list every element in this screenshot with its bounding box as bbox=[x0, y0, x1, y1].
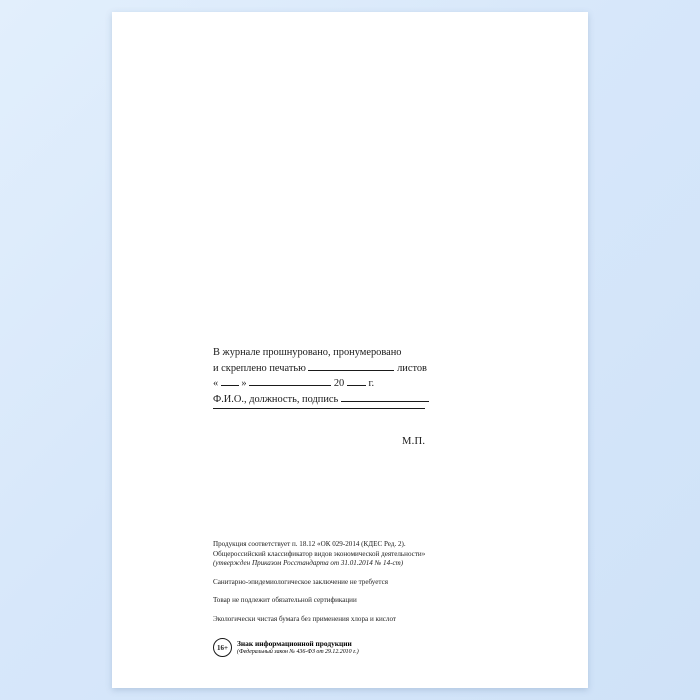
certification-block bbox=[213, 346, 543, 409]
certification-line-1 bbox=[213, 346, 543, 360]
legal-para1-line1: Продукция соответствует п. 18.12 «ОК 029-2014 (КДЕС Ред. 2). bbox=[213, 540, 406, 548]
signature-rule bbox=[213, 408, 425, 409]
legal-spacer-3 bbox=[213, 606, 533, 615]
certification-line-4 bbox=[213, 391, 543, 407]
legal-para1-line3: (утвержден Приказом Росстандарта от 31.01.2014 № 14-ст) bbox=[213, 559, 404, 568]
date-month-blank bbox=[249, 375, 331, 386]
certification-line-2-text: и скреплено печатью bbox=[213, 362, 306, 374]
certification-line-1-text: В журнале прошнуровано, пронумеровано bbox=[213, 347, 402, 358]
document-page bbox=[112, 12, 588, 688]
info-mark-subtitle: (Федеральный закон № 436-ФЗ от 29.12.2010 г.) bbox=[237, 649, 359, 655]
legal-para1-line2: Общероссийский классификатор видов экономической деятельности» bbox=[213, 549, 426, 558]
certification-line-3 bbox=[213, 375, 543, 391]
legal-para4: Экологически чистая бумага без применения хлора и кислот bbox=[213, 614, 397, 623]
signature-blank bbox=[341, 391, 429, 402]
legal-para2: Санитарно-эпидемиологическое заключение не требуется bbox=[213, 577, 389, 586]
sheets-count-blank bbox=[308, 360, 394, 371]
page-content bbox=[112, 12, 588, 688]
certification-line-2-suffix: листов bbox=[397, 362, 427, 374]
age-rating-icon: 16+ bbox=[213, 638, 232, 657]
date-year-prefix: 20 bbox=[333, 378, 345, 390]
signature-label: Ф.И.О., должность, подпись bbox=[213, 393, 339, 405]
stamp-place-label: М.П. bbox=[402, 436, 426, 447]
date-year-blank bbox=[347, 375, 366, 386]
date-year-suffix: г. bbox=[368, 378, 375, 390]
date-day-blank bbox=[221, 375, 239, 386]
info-mark-title: Знак информационной продукции bbox=[237, 639, 352, 648]
date-quote-close: » bbox=[241, 378, 247, 390]
legal-para3: Товар не подлежит обязательной сертификации bbox=[213, 596, 357, 605]
date-quote-open: « bbox=[213, 378, 219, 390]
info-product-mark-row bbox=[213, 637, 359, 657]
info-product-mark-text bbox=[237, 637, 359, 656]
legal-spacer-2 bbox=[213, 587, 533, 596]
legal-block bbox=[213, 540, 533, 625]
certification-line-2 bbox=[213, 360, 543, 376]
legal-spacer-1 bbox=[213, 569, 533, 578]
